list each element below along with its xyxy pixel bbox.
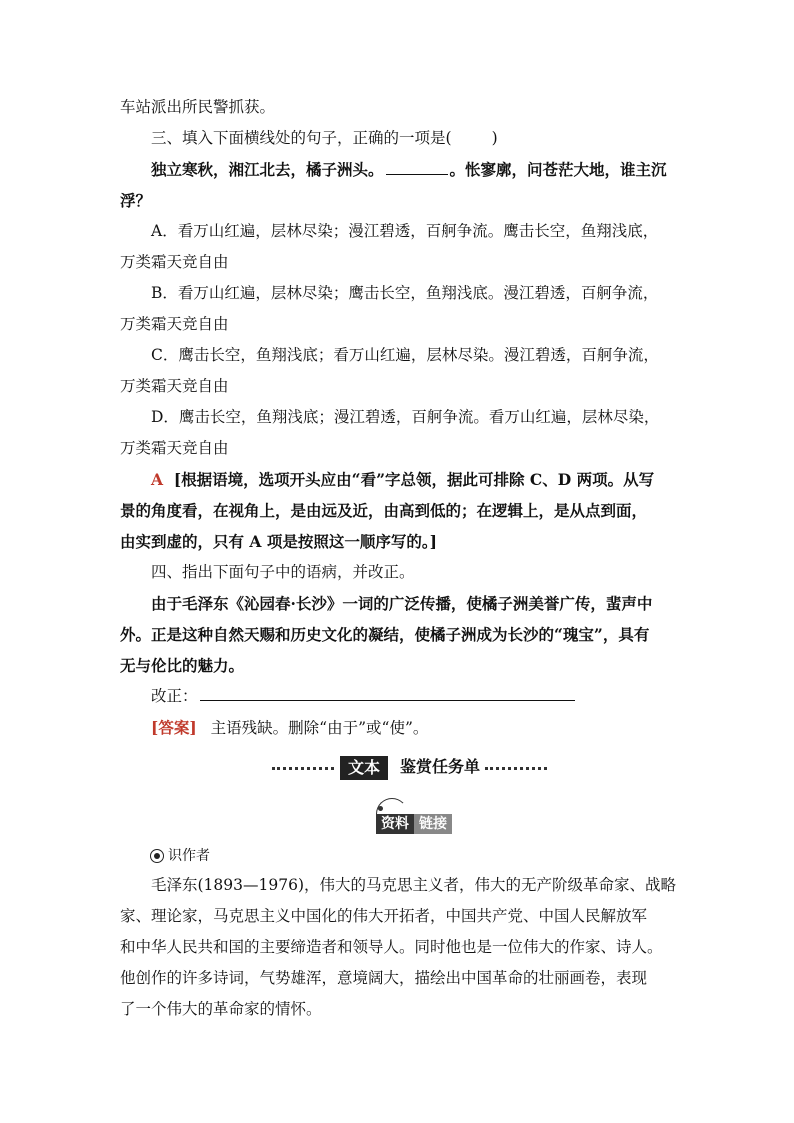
section-banner <box>120 752 675 784</box>
badge-dot-icon <box>378 806 383 811</box>
fix-line <box>120 681 675 712</box>
author-line-5: 了一个伟大的革命家的情怀。 <box>120 1000 322 1018</box>
question-4-title: 四、指出下面句子中的语病，并改正。 <box>151 563 415 581</box>
author-section <box>150 840 690 870</box>
bullet-circle-icon <box>150 849 164 863</box>
badge-label <box>376 814 452 834</box>
author-heading <box>150 842 690 870</box>
option-d-line-2: 万类霜天竞自由 <box>120 439 229 457</box>
option-d-line-1: D．鹰击长空，鱼翔浅底；漫江碧透，百舸争流。看万山红遍，层林尽染， <box>151 408 660 426</box>
banner-dots-right <box>485 767 547 770</box>
option-c-line-2: 万类霜天竞自由 <box>120 377 229 395</box>
resource-link-badge <box>372 808 462 838</box>
answer-4-line <box>120 712 675 744</box>
option-a-line-2: 万类霜天竞自由 <box>120 253 229 271</box>
banner-title: 鉴赏任务单 <box>400 757 481 776</box>
author-line-4: 他创作的许多诗词，气势雄浑，意境阔大，描绘出中国革命的壮丽画卷，表现 <box>120 969 648 987</box>
answer-4-text: 主语残缺。删除“由于”或“使”。 <box>210 719 429 737</box>
stem-part-a: 独立寒秋，湘江北去，橘子洲头。 <box>151 160 384 179</box>
stem-part-b: 。怅寥廓，问苍茫大地，谁主沉 <box>449 160 667 179</box>
question-3-stem-end: 浮？ <box>120 191 152 210</box>
fill-blank <box>386 160 448 175</box>
author-heading-text: 识作者 <box>168 848 210 864</box>
answer-3-letter: A <box>151 470 164 489</box>
question-3-title <box>120 123 675 154</box>
question-4-line-3: 无与伦比的魅力。 <box>120 656 245 675</box>
answer-3-line-2: 景的角度看，在视角上，是由远及近，由高到低的；在逻辑上，是从点到面， <box>120 501 648 520</box>
option-a-line-1: A．看万山红遍，层林尽染；漫江碧透，百舸争流。鹰击长空，鱼翔浅底， <box>151 222 659 240</box>
author-line-3: 和中华人民共和国的主要缔造者和领导人。同时他也是一位伟大的作家、诗人。 <box>120 938 663 956</box>
author-paragraph <box>120 870 680 1025</box>
question-4-line-1: 由于毛泽东《沁园春·长沙》一词的广泛传播，使橘子洲美誉广传，蜚声中 <box>151 594 653 613</box>
banner-box: 文本 <box>340 756 388 780</box>
option-b-line-1: B．看万山红遍，层林尽染；鹰击长空，鱼翔浅底。漫江碧透，百舸争流， <box>151 284 659 302</box>
question-3-title-end: ) <box>491 129 498 147</box>
answer-3-text: [根据语境，选项开头应由“看”字总领，据此可排除 C、D 两项。从写 <box>173 470 655 489</box>
text-line: 车站派出所民警抓获。 <box>120 98 276 116</box>
banner-dots-left <box>272 767 334 770</box>
document-page <box>120 92 675 744</box>
answer-4-tag: [答案] <box>151 718 197 737</box>
question-4-line-2: 外。正是这种自然天赐和历史文化的凝结，使橘子洲成为长沙的“瑰宝”，具有 <box>120 625 650 644</box>
author-line-1: 毛泽东(1893—1976)，伟大的马克思主义者，伟大的无产阶级革命家、战略 <box>151 876 676 894</box>
option-c-line-1: C．鹰击长空，鱼翔浅底；看万山红遍，层林尽染。漫江碧透，百舸争流， <box>151 346 659 364</box>
question-3-title-text: 三、填入下面横线处的句子，正确的一项是( <box>151 129 452 147</box>
answer-3-line-3: 由实到虚的，只有 A 项是按照这一顺序写的。] <box>120 532 437 551</box>
badge-label-a: 资料 <box>376 814 414 834</box>
fix-label: 改正： <box>151 687 198 705</box>
answer-3-line-1 <box>120 464 675 495</box>
badge-label-b: 链接 <box>414 814 452 834</box>
fix-blank <box>200 686 575 701</box>
question-3-stem <box>120 154 675 185</box>
author-line-2: 家、理论家，马克思主义中国化的伟大开拓者，中国共产党、中国人民解放军 <box>120 907 648 925</box>
option-b-line-2: 万类霜天竞自由 <box>120 315 229 333</box>
